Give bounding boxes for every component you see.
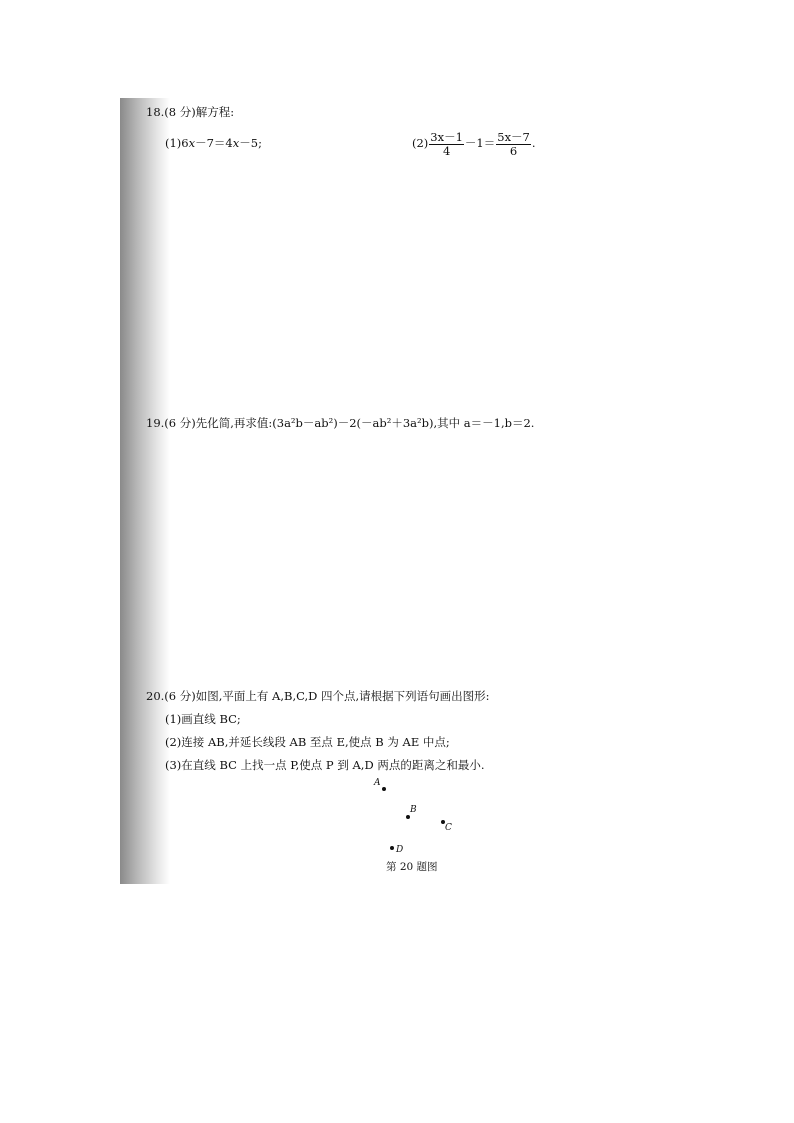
q18-part2 <box>412 128 536 158</box>
point-a-dot <box>382 787 386 791</box>
q18-part1-suffix: －5; <box>239 136 262 150</box>
q20-item-3: (3)在直线 BC 上找一点 P,使点 P 到 A,D 两点的距离之和最小. <box>165 758 485 772</box>
q18-fraction-1-numerator: 3x－1 <box>430 129 463 144</box>
point-a-label: A <box>374 778 381 788</box>
q20-item-1: (1)画直线 BC; <box>165 712 241 726</box>
q18-part1-prefix: (1)6 <box>165 136 189 150</box>
figure-caption: 第 20 题图 <box>386 861 438 873</box>
point-c-label: C <box>445 823 452 833</box>
point-d-dot <box>390 846 394 850</box>
q18-header: 18.(8 分)解方程: <box>146 105 235 119</box>
q18-fraction-2-numerator: 5x－7 <box>497 129 530 144</box>
q18-fraction-1 <box>429 131 464 158</box>
q20-item-2: (2)连接 AB,并延长线段 AB 至点 E,使点 B 为 AE 中点; <box>165 735 450 749</box>
point-d-label: D <box>396 845 404 855</box>
q18-part2-prefix: (2) <box>412 136 429 150</box>
q18-part1-var2: x <box>232 136 240 150</box>
q18-fraction-2 <box>496 131 531 158</box>
q18-part1-mid: －7＝4 <box>195 136 233 150</box>
q18-fraction-2-denominator: 6 <box>509 143 518 158</box>
q18-fraction-1-denominator: 4 <box>442 143 451 158</box>
point-b-dot <box>406 815 410 819</box>
point-b-label: B <box>410 805 417 815</box>
q18-part2-mid: －1＝ <box>464 136 496 150</box>
q18-part1-var1: x <box>188 136 196 150</box>
q20-header: 20.(6 分)如图,平面上有 A,B,C,D 四个点,请根据下列语句画出图形: <box>146 689 490 703</box>
q18-part2-suffix: . <box>531 136 536 150</box>
q19-text: 19.(6 分)先化简,再求值:(3a²b－ab²)－2(－ab²＋3a²b),其中 a＝－1,b＝2. <box>146 416 535 430</box>
q18-part1 <box>165 135 262 151</box>
